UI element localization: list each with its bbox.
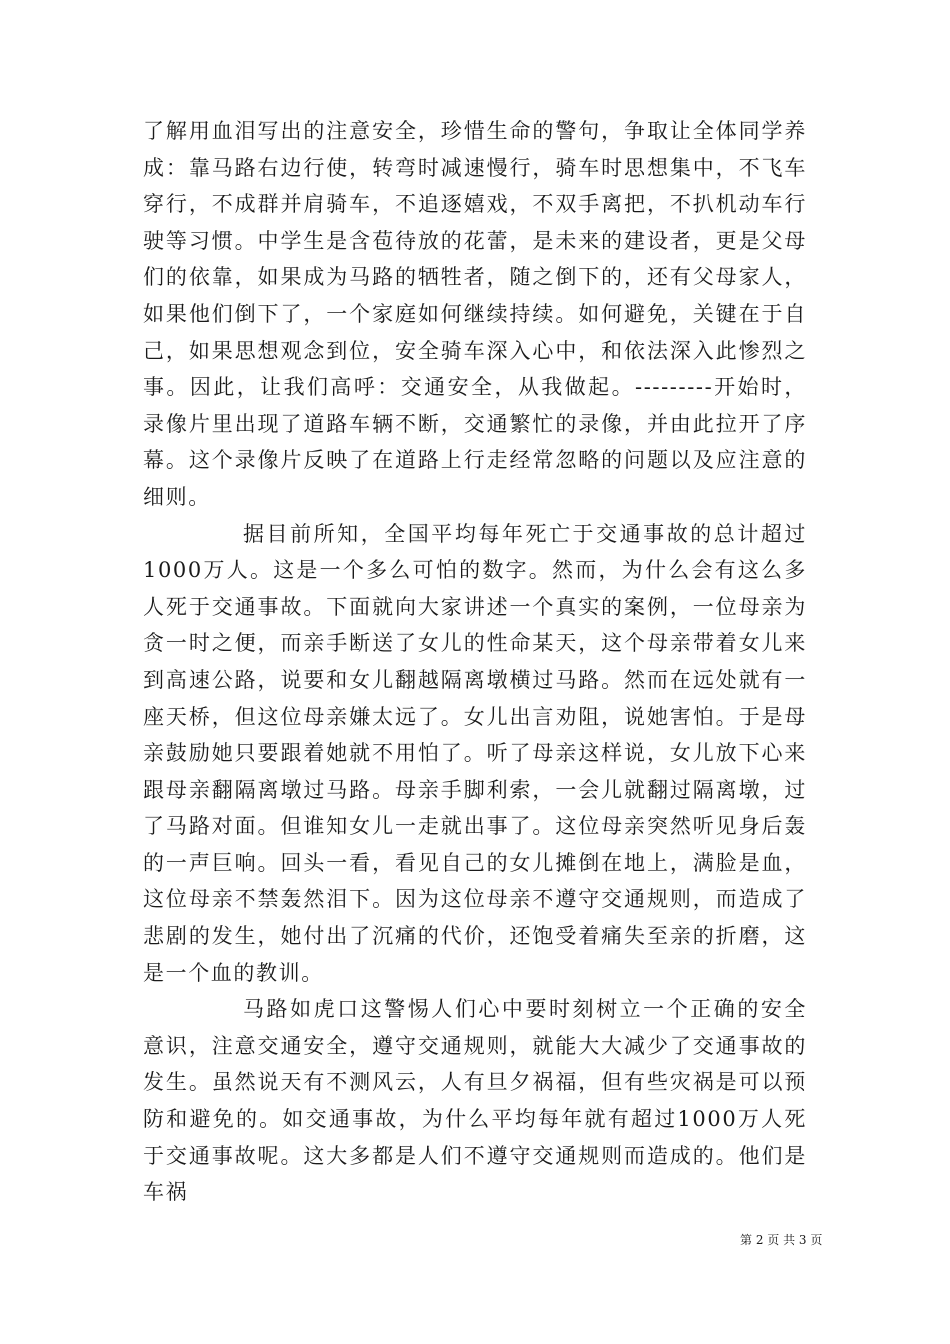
page-number-footer: 第 2 页 共 3 页 (740, 1233, 823, 1247)
paragraph-1: 了解用血泪写出的注意安全，珍惜生命的警句，争取让全体同学养成：靠马路右边行使，转弯时减速慢行，骑车时思想集中，不飞车穿行，不成群并肩骑车，不追逐嬉戏，不双手离把，不扒机动车行驶等习惯。中学生是含苞待放的花蕾，是未来的建设者，更是父母们的依靠，如果成为马路的牺牲者，随之倒下的，还有父母家人，如果他们倒下了，一个家庭如何继续持续。如何避免，关键在于自己，如果思想观念到位，安全骑车深入心中，和依法深入此惨烈之事。因此，让我们高呼：交通安全，从我做起。---------开始时，录像片里出现了道路车辆不断，交通繁忙的录像，并由此拉开了序幕。这个录像片反映了在道路上行走经常忽略的问题以及应注意的细则。 (143, 119, 807, 509)
document-body (143, 113, 807, 1211)
paragraph-3: 马路如虎口这警惕人们心中要时刻树立一个正确的安全意识，注意交通安全，遵守交通规则，就能大大减少了交通事故的发生。虽然说天有不测风云，人有旦夕祸福，但有些灾祸是可以预防和避免的。如交通事故，为什么平均每年就有超过1000万人死于交通事故呢。这大多都是人们不遵守交通规则而造成的。他们是车祸 (143, 997, 807, 1205)
paragraph-2: 据目前所知，全国平均每年死亡于交通事故的总计超过1000万人。这是一个多么可怕的数字。然而，为什么会有这么多人死于交通事故。下面就向大家讲述一个真实的案例，一位母亲为贪一时之便，而亲手断送了女儿的性命某天，这个母亲带着女儿来到高速公路，说要和女儿翻越隔离墩横过马路。然而在远处就有一座天桥，但这位母亲嫌太远了。女儿出言劝阻，说她害怕。于是母亲鼓励她只要跟着她就不用怕了。听了母亲这样说，女儿放下心来跟母亲翻隔离墩过马路。母亲手脚利索，一会儿就翻过隔离墩，过了马路对面。但谁知女儿一走就出事了。这位母亲突然听见身后轰的一声巨响。回头一看，看见自己的女儿摊倒在地上，满脸是血，这位母亲不禁轰然泪下。因为这位母亲不遵守交通规则，而造成了悲剧的发生，她付出了沉痛的代价，还饱受着痛失至亲的折磨，这是一个血的教训。 (143, 521, 807, 985)
